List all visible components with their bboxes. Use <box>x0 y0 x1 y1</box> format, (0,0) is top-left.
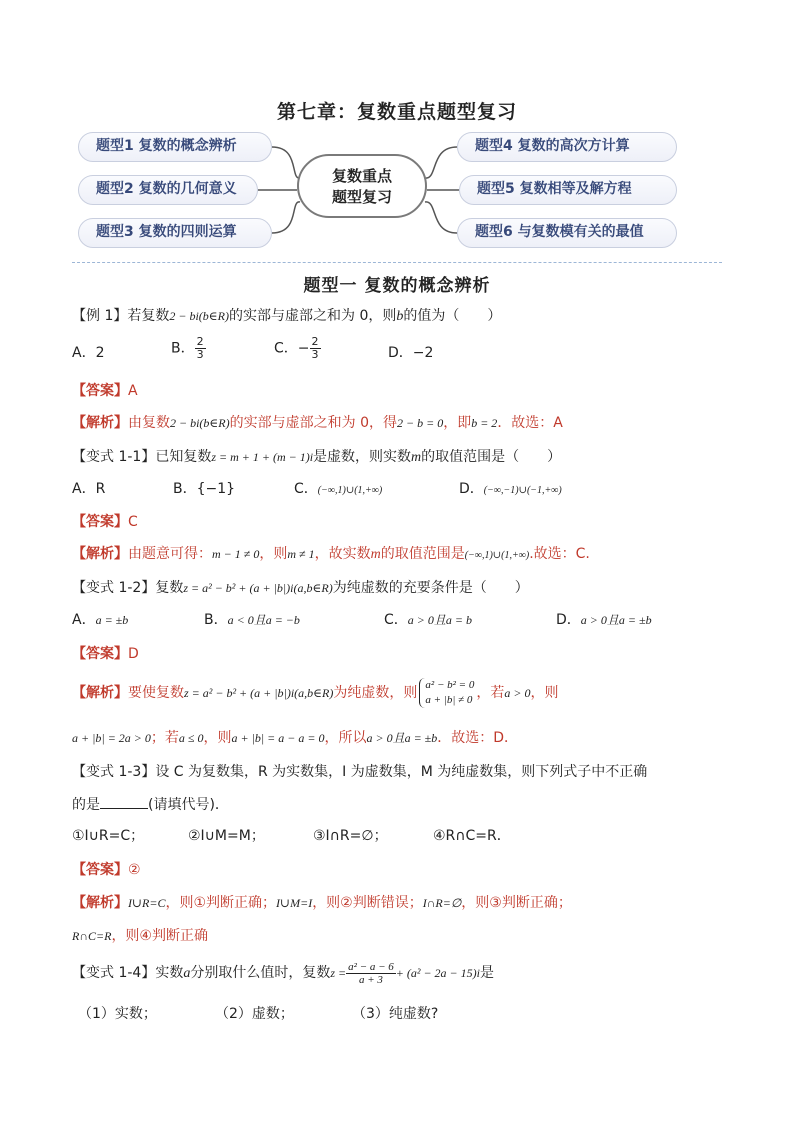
option-d: D．−2 <box>388 345 434 361</box>
option-a: A．a = ±b <box>72 612 129 628</box>
sub-question-3: （3）纯虚数? <box>352 1006 439 1022</box>
mindmap-node-topic-2: 题型2 复数的几何意义 <box>78 175 258 205</box>
sub-question-2: （2）虚数； <box>215 1006 294 1022</box>
option-b: B．a < 0且a = −b <box>204 612 300 628</box>
variant-1-3-answer: 【答案】② <box>72 862 141 878</box>
mindmap-node-topic-6: 题型6 与复数模有关的最值 <box>457 218 677 248</box>
statement-1: ①I∪R=C； <box>72 828 145 844</box>
statement-3: ③I∩R=∅； <box>313 828 388 844</box>
math-variable: b <box>396 309 404 324</box>
option-c: C．(−∞,1)∪(1,+∞) <box>294 481 383 497</box>
question-text: 的实部与虚部之和为 0，则 <box>229 308 397 324</box>
example-1-analysis: 【解析】由复数2 − bi(b∈R)的实部与虚部之和为 0，得2 − b = 0，即b = 2．故选：A <box>72 415 563 431</box>
example-1-question <box>72 306 501 327</box>
option-d: D．(−∞,−1)∪(−1,+∞) <box>459 481 562 497</box>
option-c: C．a > 0且a = b <box>384 612 472 628</box>
center-line-1: 复数重点 <box>331 167 392 185</box>
option-a: A．2 <box>72 345 105 361</box>
variant-1-3-question: 【变式 1-3】设 C 为复数集，R 为实数集，I 为虚数集，M 为纯虚数集，则下列式子中不正确 <box>72 764 648 780</box>
math-expression: 2 − bi(b∈R) <box>169 309 229 323</box>
variant-1-3-question-cont: 的是 (请填代号)． <box>72 794 229 815</box>
variant-1-2-analysis-cont: a + |b| = 2a > 0；若a ≤ 0，则a + |b| = a − a = 0，所以a > 0且a = ±b．故选：D． <box>72 730 519 746</box>
mindmap-node-topic-5: 题型5 复数相等及解方程 <box>459 175 677 205</box>
option-d: D．a > 0且a = ±b <box>556 612 652 628</box>
mindmap-node-topic-4: 题型4 复数的高次方计算 <box>457 132 677 162</box>
option-c: C．− $\frac{2}{3}$ <box>274 335 319 361</box>
statement-2: ②I∪M=M； <box>188 828 265 844</box>
statement-4: ④R∩C=R． <box>433 828 511 844</box>
variant-1-1-answer: 【答案】C <box>72 514 138 530</box>
variant-1-3-analysis-cont: R∩C=R，则④判断正确 <box>72 928 208 944</box>
section-title: 题型一 复数的概念辨析 <box>303 276 491 296</box>
mindmap-center-node <box>297 154 427 218</box>
variant-1-2-question: 【变式 1-2】复数z = a² − b² + (a + |b|)i(a,b∈R)为纯虚数的充要条件是（ ） <box>72 580 529 596</box>
mindmap-node-topic-1: 题型1 复数的概念辨析 <box>78 132 272 162</box>
question-text: 的值为（ ） <box>403 308 502 324</box>
section-divider <box>72 262 722 263</box>
option-b: B．{−1} <box>173 481 236 497</box>
variant-1-2-answer: 【答案】D <box>72 646 139 662</box>
option-b: B． $\frac{2}{3}$ <box>171 335 204 361</box>
question-label: 【例 1】若复数 <box>72 308 170 324</box>
variant-1-3-analysis: 【解析】I∪R=C，则①判断正确；I∪M=I，则②判断错误；I∩R=∅，则③判断正确； <box>72 895 572 911</box>
answer-blank[interactable] <box>100 794 148 809</box>
variant-1-4-question: 【变式 1-4】实数a分别取什么值时，复数z = $\frac{\text{a² − a − 6}}{a + 3}$ + (a² − 2a − 15)i是 <box>72 960 494 986</box>
variant-1-1-question: 【变式 1-1】已知复数z = m + 1 + (m − 1)i是虚数，则实数m的取值范围是（ ） <box>72 449 562 465</box>
page-title: 第七章：复数重点题型复习 <box>276 101 517 123</box>
center-line-2: 题型复习 <box>331 188 392 206</box>
variant-1-1-analysis: 【解析】由题意可得：m − 1 ≠ 0，则m ≠ 1，故实数m的取值范围是(−∞,1)∪(1,+∞).故选：C. <box>72 546 590 562</box>
option-a: A．R <box>72 481 106 497</box>
example-1-answer: 【答案】A <box>72 383 138 399</box>
mindmap-node-topic-3: 题型3 复数的四则运算 <box>78 218 272 248</box>
variant-1-2-analysis: 【解析】要使复数z = a² − b² + (a + |b|)i(a,b∈R)为纯虚数，则 a² − b² = 0 a + |b| ≠ 0 ，若a > 0，则 <box>72 679 559 706</box>
sub-question-1: （1）实数； <box>78 1006 157 1022</box>
